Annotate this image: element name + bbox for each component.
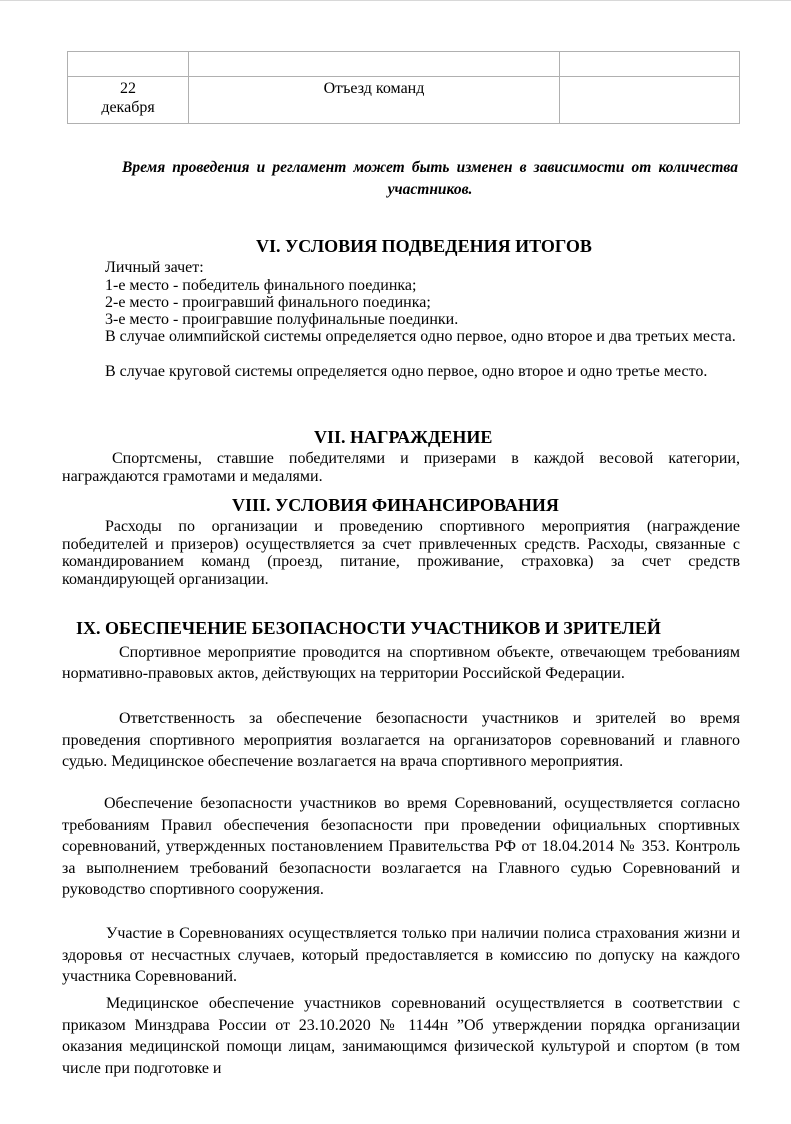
place-3: 3-е место - проигравшие полуфинальные поединки. bbox=[105, 311, 459, 328]
page-top-border bbox=[0, 0, 791, 1]
medical-paragraph: Медицинское обеспечение участников соревнований осуществляется в соответствии с приказом Минздрава России от 23.10.2020 № 1144н ”Об утверждении порядка организации оказания медицинской помощи лицам, занимающимся физической культурой и спортом (в том числе при подготовке и bbox=[62, 995, 740, 1077]
date-day: 22 bbox=[120, 80, 136, 97]
section-7-title: VII. НАГРАЖДЕНИЕ bbox=[314, 427, 493, 447]
awards-text: Спортсмены, ставшие победителями и призерами в каждой весовой категории, награждаются грамотами и медалями. bbox=[62, 450, 740, 485]
insurance-paragraph: Участие в Соревнованиях осуществляется только при наличии полиса страхования жизни и здоровья от несчастных случаев, который предоставляется в комиссию по допуску на каждого участника Соревнований. bbox=[62, 925, 740, 985]
personal-score-label: Личный зачет: bbox=[105, 259, 204, 276]
place-2: 2-е место - проигравший финального поединка; bbox=[105, 294, 431, 311]
table-row bbox=[68, 77, 740, 124]
safety-paragraph-3: Обеспечение безопасности участников во время Соревнований, осуществляется согласно требованиям Правил обеспечения безопасности при проведении официальных спортивных соревнований, утвержденных постановлением Правительства РФ от 18.04.2014 № 353. Контроль за выполнением требований безопасности возлагается на Главного судью Соревнований и руководство спортивного сооружения. bbox=[62, 795, 740, 898]
place-1: 1-е место - победитель финального поединка; bbox=[105, 277, 417, 294]
table-row bbox=[68, 52, 740, 77]
round-system-text: В случае круговой системы определяется одно первое, одно второе и одно третье место. bbox=[105, 363, 708, 380]
notes-cell bbox=[560, 77, 740, 124]
section-8-title: VIII. УСЛОВИЯ ФИНАНСИРОВАНИЯ bbox=[232, 495, 559, 515]
olympic-system-text: В случае олимпийской системы определяется одно первое, одно второе и два третьих места. bbox=[105, 328, 736, 345]
schedule-note: Время проведения и регламент может быть изменен в зависимости от количества участников. bbox=[122, 158, 738, 198]
date-cell bbox=[68, 77, 189, 124]
date-month: декабря bbox=[101, 99, 155, 116]
section-9-title: IX. ОБЕСПЕЧЕНИЕ БЕЗОПАСНОСТИ УЧАСТНИКОВ И ЗРИТЕЛЕЙ bbox=[76, 618, 661, 638]
section-6-title: VI. УСЛОВИЯ ПОДВЕДЕНИЯ ИТОГОВ bbox=[256, 236, 592, 256]
event-cell: Отъезд команд bbox=[189, 77, 560, 124]
financing-text: Расходы по организации и проведению спортивного мероприятия (награждение победителей и призеров) осуществляется за счет привлеченных средств. Расходы, связанные с командированием команд (проезд, питание, проживание, страховка) за счет средств командирующей организации. bbox=[62, 518, 740, 588]
schedule-table bbox=[67, 51, 740, 124]
safety-paragraph-1: Спортивное мероприятие проводится на спортивном объекте, отвечающем требованиям нормативно-правовых актов, действующих на территории Российской Федерации. bbox=[62, 644, 740, 682]
safety-paragraph-2: Ответственность за обеспечение безопасности участников и зрителей во время проведения спортивного мероприятия возлагается на организаторов соревнований и главного судью. Медицинское обеспечение возлагается на врача спортивного мероприятия. bbox=[62, 710, 740, 770]
